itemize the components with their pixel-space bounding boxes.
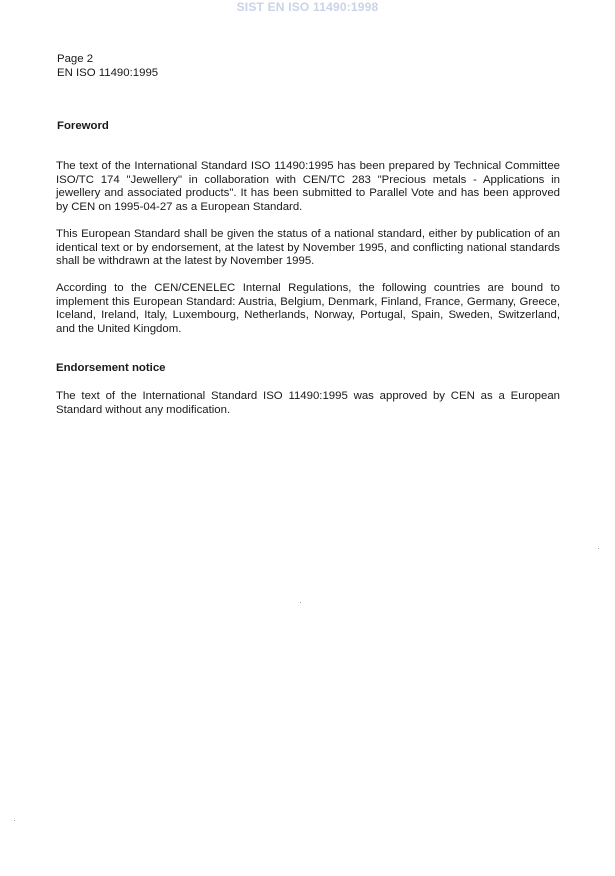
page-number: Page 2	[57, 53, 94, 65]
endorsement-paragraph: The text of the International Standard ISO 11490:1995 was approved by CEN as a European Standard without any modification.	[56, 390, 560, 416]
endorsement-heading: Endorsement notice	[56, 362, 166, 374]
scan-speck	[598, 548, 599, 549]
foreword-paragraph-1: The text of the International Standard ISO 11490:1995 has been prepared by Technical Committee ISO/TC 174 "Jewellery" in collaboration with CEN/TC 283 "Precious metals - Applications in jewellery and associated products". It has been submitted to Parallel Vote and has been approved by CEN on 1995-04-27 as a European Standard.	[56, 160, 560, 214]
scan-speck	[300, 602, 301, 603]
document-id: EN ISO 11490:1995	[57, 67, 159, 79]
watermark: SIST EN ISO 11490:1998	[236, 0, 379, 14]
scan-speck	[14, 820, 15, 821]
foreword-paragraph-3: According to the CEN/CENELEC Internal Regulations, the following countries are bound to implement this European Standard: Austria, Belgium, Denmark, Finland, France, Germany, Greece, Iceland, Ireland, Italy, Luxembourg, Netherlands, Norway, Portugal, Spain, Sweden, Switzerland, and the United Kingdom.	[56, 282, 560, 336]
page-header	[57, 52, 158, 80]
foreword-heading: Foreword	[57, 120, 109, 132]
foreword-paragraph-2: This European Standard shall be given the status of a national standard, either by publication of an identical text or by endorsement, at the latest by November 1995, and conflicting national standards shall be withdrawn at the latest by November 1995.	[56, 228, 560, 268]
